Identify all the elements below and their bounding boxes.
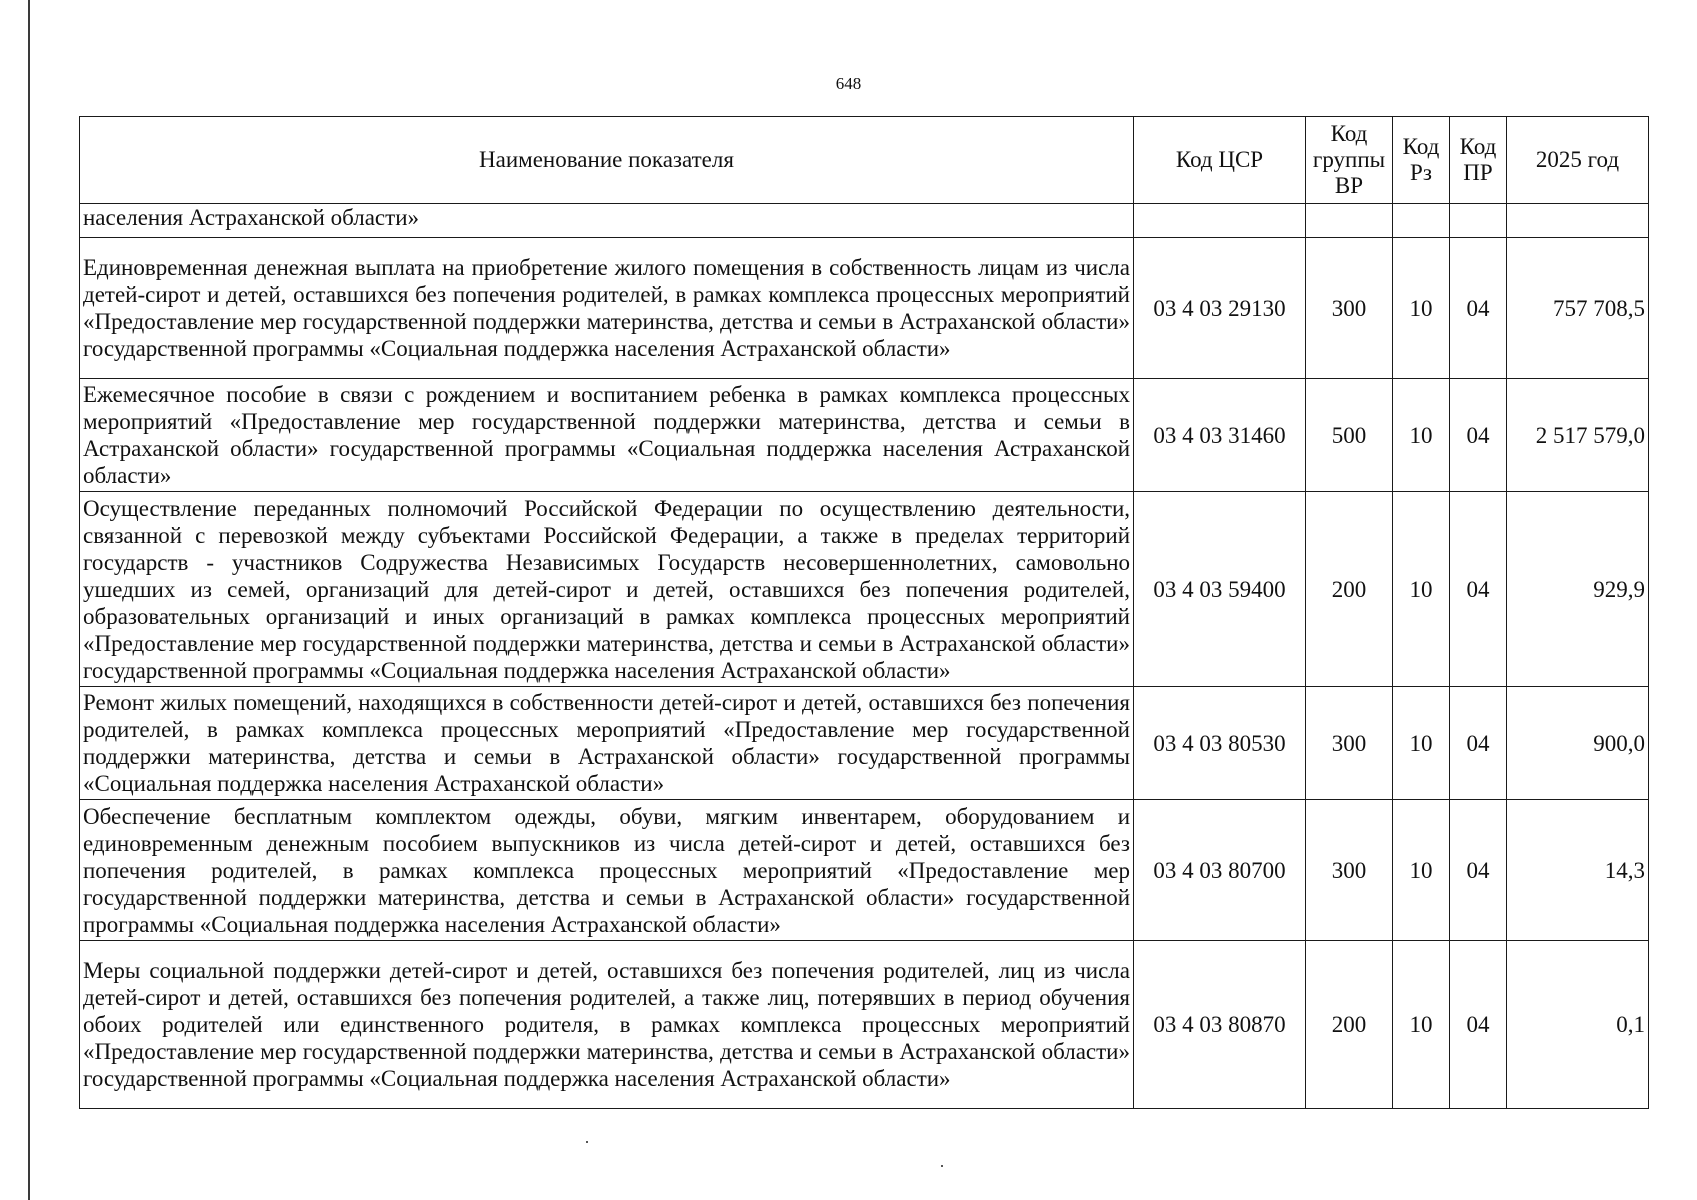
cell-csr: 03 4 03 59400 xyxy=(1134,492,1306,687)
cell-vr xyxy=(1306,204,1393,238)
cell-csr xyxy=(1134,204,1306,238)
cell-name: Ремонт жилых помещений, находящихся в собственности детей-сирот и детей, оставшихся без попечения родителей, в рамках комплекса процессных мероприятий «Предоставление мер государственной поддержки материнства, детства и семьи в Астраханской области» государственной программы «Социальная поддержка населения Астраханской области» xyxy=(80,687,1134,800)
cell-rz xyxy=(1393,204,1450,238)
cell-csr: 03 4 03 29130 xyxy=(1134,238,1306,379)
cell-pr: 04 xyxy=(1450,379,1507,492)
header-csr-code: Код ЦСР xyxy=(1134,117,1306,204)
scan-speck xyxy=(941,1165,943,1167)
cell-vr: 300 xyxy=(1306,687,1393,800)
cell-rz: 10 xyxy=(1393,687,1450,800)
cell-vr: 300 xyxy=(1306,238,1393,379)
cell-csr: 03 4 03 31460 xyxy=(1134,379,1306,492)
cell-rz: 10 xyxy=(1393,941,1450,1109)
table-header xyxy=(80,117,1649,204)
scan-speck xyxy=(586,1141,588,1143)
cell-csr: 03 4 03 80870 xyxy=(1134,941,1306,1109)
header-rz-code: Код Рз xyxy=(1393,117,1450,204)
header-name: Наименование показателя xyxy=(80,117,1134,204)
budget-table xyxy=(79,116,1649,1109)
table-row xyxy=(80,941,1649,1109)
cell-pr: 04 xyxy=(1450,800,1507,941)
binding-margin-line xyxy=(28,0,30,1200)
cell-name: населения Астраханской области» xyxy=(80,204,1134,238)
cell-name: Меры социальной поддержки детей-сирот и детей, оставшихся без попечения родителей, лиц из числа детей-сирот и детей, оставшихся без попечения родителей, а также лиц, потерявших в период обучения обоих родителей или единственного родителя, в рамках комплекса процессных мероприятий «Предоставление мер государственной поддержки материнства, детства и семьи в Астраханской области» государственной программы «Социальная поддержка населения Астраханской области» xyxy=(80,941,1134,1109)
header-vr-code: Код группы ВР xyxy=(1306,117,1393,204)
header-pr-code: Код ПР xyxy=(1450,117,1507,204)
cell-amount: 0,1 xyxy=(1507,941,1649,1109)
cell-pr: 04 xyxy=(1450,238,1507,379)
table-row xyxy=(80,238,1649,379)
cell-amount: 14,3 xyxy=(1507,800,1649,941)
table-row xyxy=(80,687,1649,800)
cell-amount: 900,0 xyxy=(1507,687,1649,800)
cell-vr: 300 xyxy=(1306,800,1393,941)
cell-amount: 2 517 579,0 xyxy=(1507,379,1649,492)
cell-name: Ежемесячное пособие в связи с рождением и воспитанием ребенка в рамках комплекса процессных мероприятий «Предоставление мер государственной поддержки материнства, детства и семьи в Астраханской области» государственной программы «Социальная поддержка населения Астраханской области» xyxy=(80,379,1134,492)
cell-vr: 500 xyxy=(1306,379,1393,492)
cell-csr: 03 4 03 80700 xyxy=(1134,800,1306,941)
cell-vr: 200 xyxy=(1306,941,1393,1109)
cell-name: Единовременная денежная выплата на приобретение жилого помещения в собственность лицам из числа детей-сирот и детей, оставшихся без попечения родителей, в рамках комплекса процессных мероприятий «Предоставление мер государственной поддержки материнства, детства и семьи в Астраханской области» государственной программы «Социальная поддержка населения Астраханской области» xyxy=(80,238,1134,379)
cell-name: Осуществление переданных полномочий Российской Федерации по осуществлению деятельности, связанной с перевозкой между субъектами Российской Федерации, а также в пределах территорий государств - участников Содружества Независимых Государств несовершеннолетних, самовольно ушедших из семей, организаций для детей-сирот и детей, оставшихся без попечения родителей, образовательных организаций и иных организаций в рамках комплекса процессных мероприятий «Предоставление мер государственной поддержки материнства, детства и семьи в Астраханской области» государственной программы «Социальная поддержка населения Астраханской области» xyxy=(80,492,1134,687)
cell-pr: 04 xyxy=(1450,687,1507,800)
table-row-continuation xyxy=(80,204,1649,238)
cell-name: Обеспечение бесплатным комплектом одежды, обуви, мягким инвентарем, оборудованием и единовременным денежным пособием выпускников из числа детей-сирот и детей, оставшихся без попечения родителей, в рамках комплекса процессных мероприятий «Предоставление мер государственной поддержки материнства, детства и семьи в Астраханской области» государственной программы «Социальная поддержка населения Астраханской области» xyxy=(80,800,1134,941)
cell-rz: 10 xyxy=(1393,238,1450,379)
cell-vr: 200 xyxy=(1306,492,1393,687)
cell-csr: 03 4 03 80530 xyxy=(1134,687,1306,800)
table-row xyxy=(80,492,1649,687)
cell-pr: 04 xyxy=(1450,492,1507,687)
table-row xyxy=(80,379,1649,492)
cell-rz: 10 xyxy=(1393,379,1450,492)
cell-amount: 929,9 xyxy=(1507,492,1649,687)
cell-pr xyxy=(1450,204,1507,238)
cell-rz: 10 xyxy=(1393,800,1450,941)
cell-amount: 757 708,5 xyxy=(1507,238,1649,379)
page-number: 648 xyxy=(835,74,862,93)
cell-pr: 04 xyxy=(1450,941,1507,1109)
table-row xyxy=(80,800,1649,941)
table-body xyxy=(80,204,1649,1109)
cell-rz: 10 xyxy=(1393,492,1450,687)
header-row xyxy=(80,117,1649,204)
cell-amount xyxy=(1507,204,1649,238)
header-year-2025: 2025 год xyxy=(1507,117,1649,204)
